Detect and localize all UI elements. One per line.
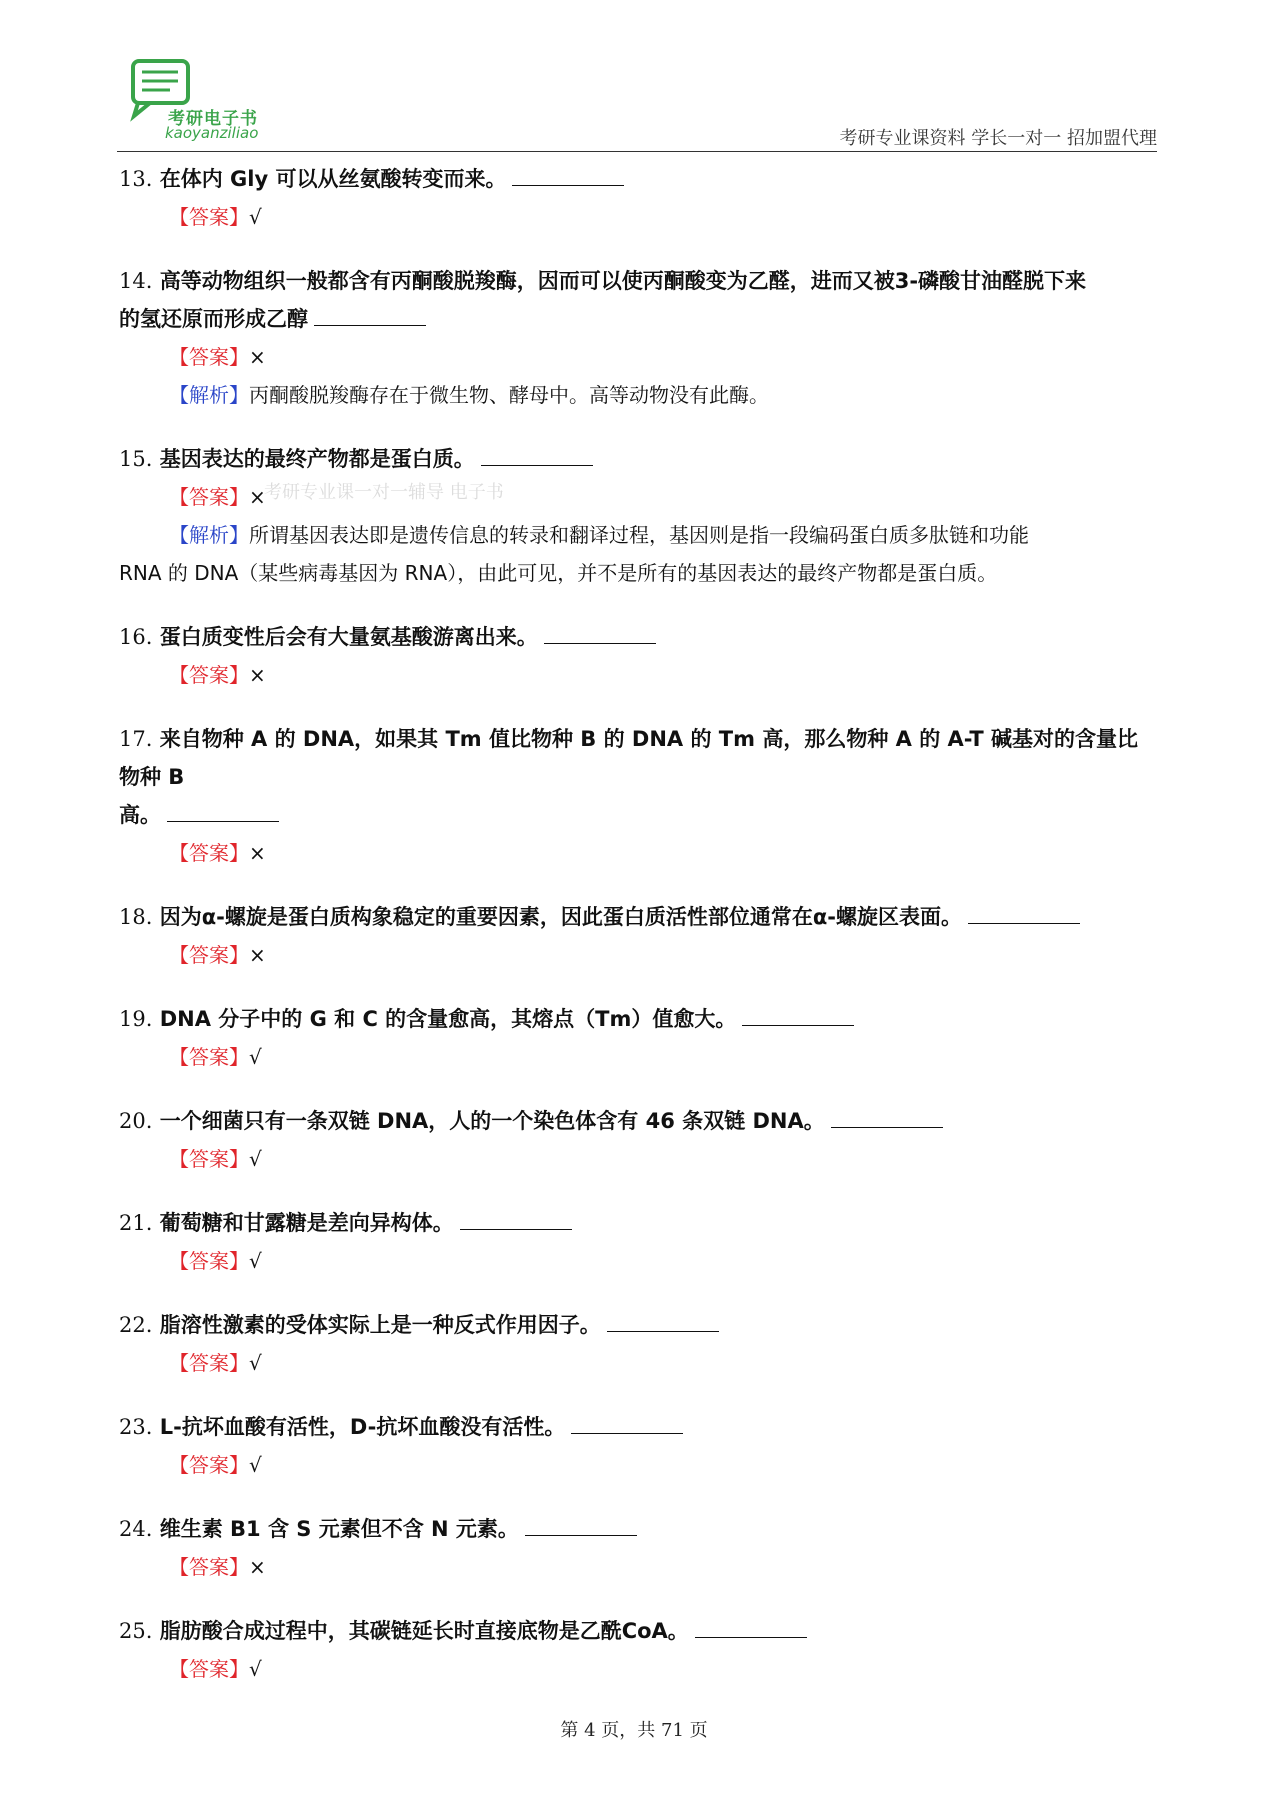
answer-line <box>119 198 1157 236</box>
answer-tag: 【答案】 <box>169 1249 249 1273</box>
question-text: 脂肪酸合成过程中，其碳链延长时直接底物是乙酰CoA。 <box>159 1619 689 1643</box>
question-text: 脂溶性激素的受体实际上是一种反式作用因子。 <box>159 1313 601 1337</box>
answer-line <box>119 936 1157 974</box>
answer-value: √ <box>249 1351 262 1375</box>
answer-blank <box>544 642 656 644</box>
answer-value: × <box>249 1555 266 1579</box>
question-text: 一个细菌只有一条双链 DNA，人的一个染色体含有 46 条双链 DNA。 <box>159 1109 825 1133</box>
answer-tag: 【答案】 <box>169 943 249 967</box>
answer-blank <box>525 1534 637 1536</box>
answer-value: √ <box>249 1657 262 1681</box>
explanation-text: 丙酮酸脱羧酶存在于微生物、酵母中。高等动物没有此酶。 <box>249 383 769 407</box>
question-text: 高等动物组织一般都含有丙酮酸脱羧酶，因而可以使丙酮酸变为乙醛，进而又被3-磷酸甘油醛脱下来 <box>159 269 1087 293</box>
question-number: 13. <box>119 167 153 191</box>
question-17 <box>119 720 1157 834</box>
explanation-tag: 【解析】 <box>169 383 249 407</box>
answer-tag: 【答案】 <box>169 485 249 509</box>
question-number: 19. <box>119 1007 153 1031</box>
answer-value: × <box>249 841 266 865</box>
answer-value: √ <box>249 1453 262 1477</box>
answer-value: √ <box>249 1249 262 1273</box>
page-footer: 第 4 页，共 71 页 <box>560 1720 708 1741</box>
answer-value: √ <box>249 1147 262 1171</box>
question-number: 18. <box>119 905 153 929</box>
answer-line <box>119 1242 1157 1280</box>
answer-blank <box>571 1432 683 1434</box>
question-16 <box>119 618 1157 656</box>
logo-text-en: kaoyanziliao <box>165 124 259 142</box>
question-text: DNA 分子中的 G 和 C 的含量愈高，其熔点（Tm）值愈大。 <box>159 1007 737 1031</box>
answer-blank <box>512 184 624 186</box>
answer-tag: 【答案】 <box>169 1453 249 1477</box>
answer-tag: 【答案】 <box>169 1555 249 1579</box>
explanation-text-cont: RNA 的 DNA（某些病毒基因为 RNA），由此可见，并不是所有的基因表达的最终产物都是蛋白质。 <box>119 561 998 585</box>
answer-tag: 【答案】 <box>169 663 249 687</box>
answer-value: × <box>249 345 266 369</box>
answer-value: √ <box>249 205 262 229</box>
explanation-line <box>119 376 1157 414</box>
question-number: 17. <box>119 727 153 751</box>
question-text: 来自物种 A 的 DNA，如果其 Tm 值比物种 B 的 DNA 的 Tm 高，那么物种 A 的 A-T 碱基对的含量比物种 B <box>119 727 1139 789</box>
answer-value: × <box>249 485 266 509</box>
answer-value: √ <box>249 1045 262 1069</box>
answer-blank <box>831 1126 943 1128</box>
question-number: 21. <box>119 1211 153 1235</box>
answer-tag: 【答案】 <box>169 1147 249 1171</box>
answer-blank <box>460 1228 572 1230</box>
question-number: 24. <box>119 1517 153 1541</box>
question-text: 维生素 B1 含 S 元素但不含 N 元素。 <box>159 1517 519 1541</box>
answer-line <box>119 1140 1157 1178</box>
answer-line <box>119 1650 1157 1688</box>
question-15 <box>119 440 1157 478</box>
question-25 <box>119 1612 1157 1650</box>
watermark: 考研专业课一对一辅导 电子书 <box>264 482 504 503</box>
question-number: 16. <box>119 625 153 649</box>
question-18 <box>119 898 1157 936</box>
question-22 <box>119 1306 1157 1344</box>
question-text: 葡萄糖和甘露糖是差向异构体。 <box>159 1211 454 1235</box>
answer-line <box>119 1446 1157 1484</box>
question-text-cont: 的氢还原而形成乙醇 <box>119 307 308 331</box>
answer-blank <box>481 464 593 466</box>
question-23 <box>119 1408 1157 1446</box>
answer-tag: 【答案】 <box>169 841 249 865</box>
question-text: 蛋白质变性后会有大量氨基酸游离出来。 <box>159 625 538 649</box>
explanation-line <box>119 516 1157 592</box>
answer-line <box>119 1344 1157 1382</box>
header-divider <box>117 151 1157 152</box>
question-24 <box>119 1510 1157 1548</box>
question-number: 14. <box>119 269 153 293</box>
answer-tag: 【答案】 <box>169 1045 249 1069</box>
answer-tag: 【答案】 <box>169 1351 249 1375</box>
question-text-cont: 高。 <box>119 803 161 827</box>
question-list <box>119 160 1157 1688</box>
question-text: 在体内 Gly 可以从丝氨酸转变而来。 <box>159 167 507 191</box>
answer-value: × <box>249 943 266 967</box>
question-21 <box>119 1204 1157 1242</box>
answer-line <box>119 656 1157 694</box>
answer-line <box>119 834 1157 872</box>
explanation-text: 所谓基因表达即是遗传信息的转录和翻译过程，基因则是指一段编码蛋白质多肽链和功能 <box>249 523 1029 547</box>
question-19 <box>119 1000 1157 1038</box>
question-number: 25. <box>119 1619 153 1643</box>
answer-tag: 【答案】 <box>169 205 249 229</box>
answer-blank <box>167 820 279 822</box>
question-14 <box>119 262 1157 338</box>
answer-line <box>119 1038 1157 1076</box>
answer-blank <box>742 1024 854 1026</box>
question-text: L-抗坏血酸有活性，D-抗坏血酸没有活性。 <box>159 1415 566 1439</box>
answer-tag: 【答案】 <box>169 345 249 369</box>
answer-blank <box>695 1636 807 1638</box>
question-text: 因为α-螺旋是蛋白质构象稳定的重要因素，因此蛋白质活性部位通常在α-螺旋区表面。 <box>159 905 963 929</box>
question-number: 23. <box>119 1415 153 1439</box>
answer-value: × <box>249 663 266 687</box>
answer-blank <box>314 324 426 326</box>
answer-blank <box>607 1330 719 1332</box>
question-20 <box>119 1102 1157 1140</box>
answer-tag: 【答案】 <box>169 1657 249 1681</box>
answer-line <box>119 478 1157 516</box>
question-number: 22. <box>119 1313 153 1337</box>
header-tagline: 考研专业课资料 学长一对一 招加盟代理 <box>839 128 1157 149</box>
question-13 <box>119 160 1157 198</box>
answer-line <box>119 1548 1157 1586</box>
answer-line <box>119 338 1157 376</box>
answer-blank <box>968 922 1080 924</box>
question-text: 基因表达的最终产物都是蛋白质。 <box>159 447 475 471</box>
question-number: 15. <box>119 447 153 471</box>
question-number: 20. <box>119 1109 153 1133</box>
page-header <box>0 0 1268 160</box>
logo-text-cn: 考研电子书 <box>168 109 258 129</box>
explanation-tag: 【解析】 <box>169 523 249 547</box>
